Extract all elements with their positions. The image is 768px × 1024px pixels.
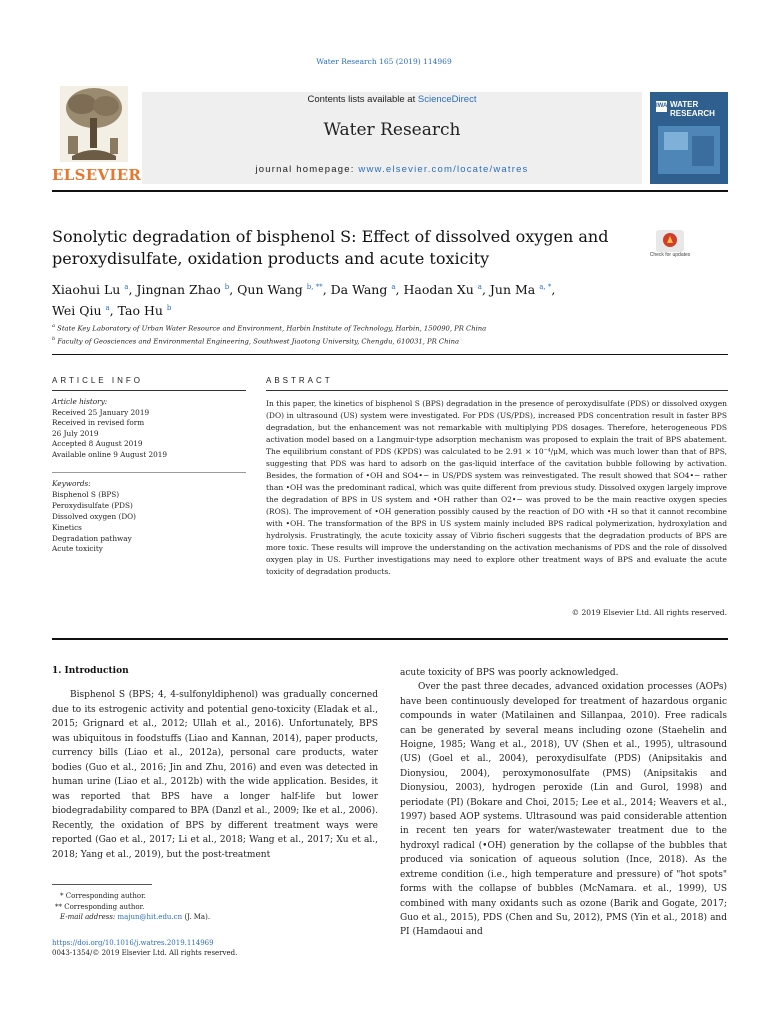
header-rule [52, 190, 728, 192]
author-affil[interactable]: b [224, 283, 230, 291]
keywords-label: Keywords: [52, 479, 91, 488]
author-name: Qun Wang [237, 282, 303, 298]
homepage-link[interactable]: www.elsevier.com/locate/watres [358, 164, 529, 175]
article-title: Sonolytic degradation of bisphenol S: Effect of dissolved oxygen and peroxydisulfate, oxidation products and acute toxicity [52, 227, 609, 268]
author[interactable] [52, 282, 128, 297]
article-info-heading: ARTICLE INFO [52, 376, 143, 385]
author[interactable] [237, 282, 323, 297]
author[interactable] [52, 303, 110, 318]
doi-link[interactable]: https://doi.org/10.1016/j.watres.2019.114969 [52, 939, 214, 947]
journal-banner [142, 92, 642, 184]
affiliation-text: State Key Laboratory of Urban Water Resource and Environment, Harbin Institute of Technology, Harbin, 150090, PR China [57, 324, 487, 333]
homepage-line [142, 164, 642, 175]
contents-line [142, 94, 642, 105]
author-affil[interactable]: a [105, 304, 110, 313]
contents-prefix: Contents lists available at [307, 94, 418, 105]
history-label: Article history: [52, 397, 108, 406]
journal-cover[interactable] [650, 92, 728, 184]
section-heading-introduction: 1. Introduction [52, 666, 129, 676]
paragraph-continued: acute toxicity of BPS was poorly acknowledged. [400, 668, 619, 678]
copyright: © 2019 Elsevier Ltd. All rights reserved. [571, 608, 727, 617]
abstract-heading: ABSTRACT [266, 376, 333, 385]
cover-line1: WATER [670, 100, 699, 109]
article-info-rule [52, 390, 246, 391]
footnotes [52, 891, 372, 923]
footnote: * Corresponding author. [60, 892, 146, 900]
keywords [52, 479, 246, 555]
email-label: E-mail address: [60, 913, 118, 921]
journal-name: Water Research [323, 120, 461, 140]
cover-line2: RESEARCH [670, 109, 715, 118]
keyword: Peroxydisulfate (PDS) [52, 500, 133, 510]
keyword: Bisphenol S (BPS) [52, 489, 120, 499]
publisher-wordmark: ELSEVIER [52, 166, 142, 184]
body-rule [52, 638, 728, 640]
affiliation-text: Faculty of Geosciences and Environmental Engineering, Southwest Jiaotong University, Chengdu, 610031, PR China [57, 337, 460, 346]
iwa-badge: IWA [656, 101, 667, 112]
author-affil[interactable]: a [477, 283, 482, 291]
abstract-rule [266, 390, 728, 391]
section-rule [52, 354, 728, 355]
footnote-rule [52, 884, 152, 885]
sciencedirect-link[interactable]: ScienceDirect [417, 94, 477, 105]
affiliation-item [52, 321, 712, 334]
affiliation-label: b [52, 336, 56, 343]
history-item: Available online 9 August 2019 [52, 449, 168, 459]
affiliation-item [52, 334, 712, 347]
check-for-updates-label[interactable]: Check for updates [649, 252, 691, 258]
body-column-right [400, 666, 727, 940]
issn-line: 0043-1354/© 2019 Elsevier Ltd. All rights reserved. [52, 949, 238, 957]
homepage-prefix: journal homepage: [255, 164, 359, 175]
journal-citation[interactable]: Water Research 165 (2019) 114969 [316, 57, 452, 66]
author-name: Wei Qiu [52, 303, 102, 319]
author[interactable] [490, 282, 551, 297]
keyword: Degradation pathway [52, 533, 132, 543]
author-affil[interactable]: b [166, 304, 172, 313]
keyword: Dissolved oxygen (DO) [52, 511, 136, 521]
history-item: Received in revised form [52, 418, 145, 428]
abstract-text: In this paper, the kinetics of bisphenol S (BPS) degradation in the presence of peroxydisulfate (PDS) or dissolved oxygen (DO) in ultrasound (US) system were investigated. For PDS (US/PDS), increased PDS concentration result in faster BPS degradation, but the enhancement was not remarkable with multiplying PDS dosages. Therefore, heterogeneous PDS activation model based on a Langmuir-type adsorption mechanism was proposed to explain the trait of BPS abatement. The equilibrium constant of PDS (KPDS) was calculated to be 2.91 × 10⁻⁴/μM, which was much lower than that of BPS, suggesting that PDS was hard to adsorb on the gas-liquid interface of the cavitation bubble following by activation. Besides, the formation of •OH and SO4•− in US/PDS system was reinvestigated. The result showed that SO4•− rather than •OH was the predominant radical, which was quite different from previous study. Dissolved oxygen largely improve the degradation of BPS in US system and •OH rather than O2•− was proved to be the main reactive oxygen species (ROS). The improvement of •OH generation possibly caused by the reaction of DO with •H so that it cannot recombine with •OH. The transformation of the BPS in US system mainly included BPS radical polymerization, hydroxylation and hydrolysis. Frustratingly, the acute toxicity assay of Vibrio fischeri suggests that the degradation products of BPS are more toxic. These results will improve the understanding on the activation mechanisms of PDS and the role of dissolved oxygen play in US. Further investigations may need to explore other treatment ways of BPS and evaluate the acute toxicity of degradation products. [266, 399, 727, 576]
author-name: Da Wang [330, 282, 388, 298]
affiliation-label: a [52, 323, 55, 329]
author-name: Xiaohui Lu [52, 282, 121, 298]
email-suffix: (J. Ma). [182, 913, 211, 921]
author-name: Jun Ma [489, 282, 536, 298]
history-item: Accepted 8 August 2019 [52, 439, 143, 449]
keyword: Acute toxicity [52, 544, 103, 554]
keyword: Kinetics [52, 522, 82, 532]
author[interactable] [403, 282, 481, 297]
paragraph: Bisphenol S (BPS; 4, 4-sulfonyldiphenol) was gradually concerned due to its estrogenic activity and potential geno-toxicity (Eladak et al., 2015; Grignard et al., 2012; Ullah et al., 2016). Unfortunately, BPS was ubiquitous in foodstuffs (Liao and Kannan, 2014), paper products, currency bills (Liao et al., 2012a), personal care products, water bodies (Guo et al., 2016; Jin and Zhu, 2016) and even was detected in human urine (Liao et al., 2012b) with the wide application. Besides, it was reported that BPS have a longer half-life but lower biodegradability compared to BPA (Danzl et al., 2009; Ike et al., 2006). Recently, the oxidation of BPS by different treatment ways were reported (Gao et al., 2017; Li et al., 2018; Wang et al., 2017; Xu et al., 2018; Yang et al., 2019), but the post-treatment [52, 690, 378, 860]
author-list: Xiaohui Lu $^a$, Jingnan Zhao $^b$, Qun Wang $^{b, **}$, Da Wang $^a$, Haodan Xu $^a$, Jun Ma $^{a, *}$, Wei Qiu $^a$, Tao Hu $^b$ [52, 282, 556, 319]
history-item: 26 July 2019 [52, 428, 99, 438]
paragraph: Over the past three decades, advanced oxidation processes (AOPs) have been continuously developed for treatment of hazardous organic compounds in water (Matilainen and Sillanpaa, 2010). Free radicals can be generated by several means including ozone (Staehelin and Hoigne, 1985; Wang et al., 2018), UV (Shen et al., 1995), ultrasound (US) (Goel et al., 2004), peroxydisulfate (PDS) (Anipsitakis and Dionysiou, 2004), peroxymonosulfate (PMS) (Anipsitakis and Dionysiou, 2003), hydrogen peroxide (Lin and Gurol, 1998) and periodate (PI) (Bokare and Choi, 2015; Lee et al., 2014; Weavers et al., 1997) based AOP systems. Ultrasound was paid considerable attention in recent ten years for water/wastewater treatment due to the hydroxyl radical (•OH) generation by the collapse of the bubbles that produced via sonication of aqueous solution (Ince, 2018). As the extreme condition (i.e., high temperature and pressure) of "hot spots" forms with the collapse of bubbles (McNamara. et al., 1999), US combined with many oxidants such as ozone (Barik and Gogate, 2017; Guo et al., 2015), PDS (Chen and Su, 2012), PMS (Yin et al., 2018) and PI (Hamdaoui and [400, 682, 727, 938]
journal-header [52, 78, 728, 188]
email-footnote [52, 912, 372, 923]
author-name: Tao Hu [117, 303, 163, 319]
info-divider [52, 472, 246, 473]
author[interactable] [118, 303, 172, 318]
author-name: Jingnan Zhao [136, 282, 221, 298]
doi-block [52, 938, 372, 958]
footnote: ** Corresponding author. [55, 902, 145, 911]
email-link[interactable]: majun@hit.edu.cn [117, 913, 183, 921]
cover-art [650, 92, 728, 184]
author-name: Haodan Xu [403, 282, 474, 298]
author[interactable] [136, 282, 229, 297]
affiliations [52, 321, 712, 348]
article-history [52, 397, 246, 461]
author-affil[interactable]: a [391, 283, 396, 291]
author-affil[interactable]: b, ** [306, 283, 323, 291]
author[interactable] [331, 282, 396, 297]
history-item: Received 25 January 2019 [52, 407, 150, 417]
check-for-updates-icon[interactable] [652, 230, 688, 266]
body-column-left [52, 688, 378, 862]
author-affil[interactable]: a [124, 283, 129, 291]
author-affil[interactable]: a, * [539, 283, 552, 291]
